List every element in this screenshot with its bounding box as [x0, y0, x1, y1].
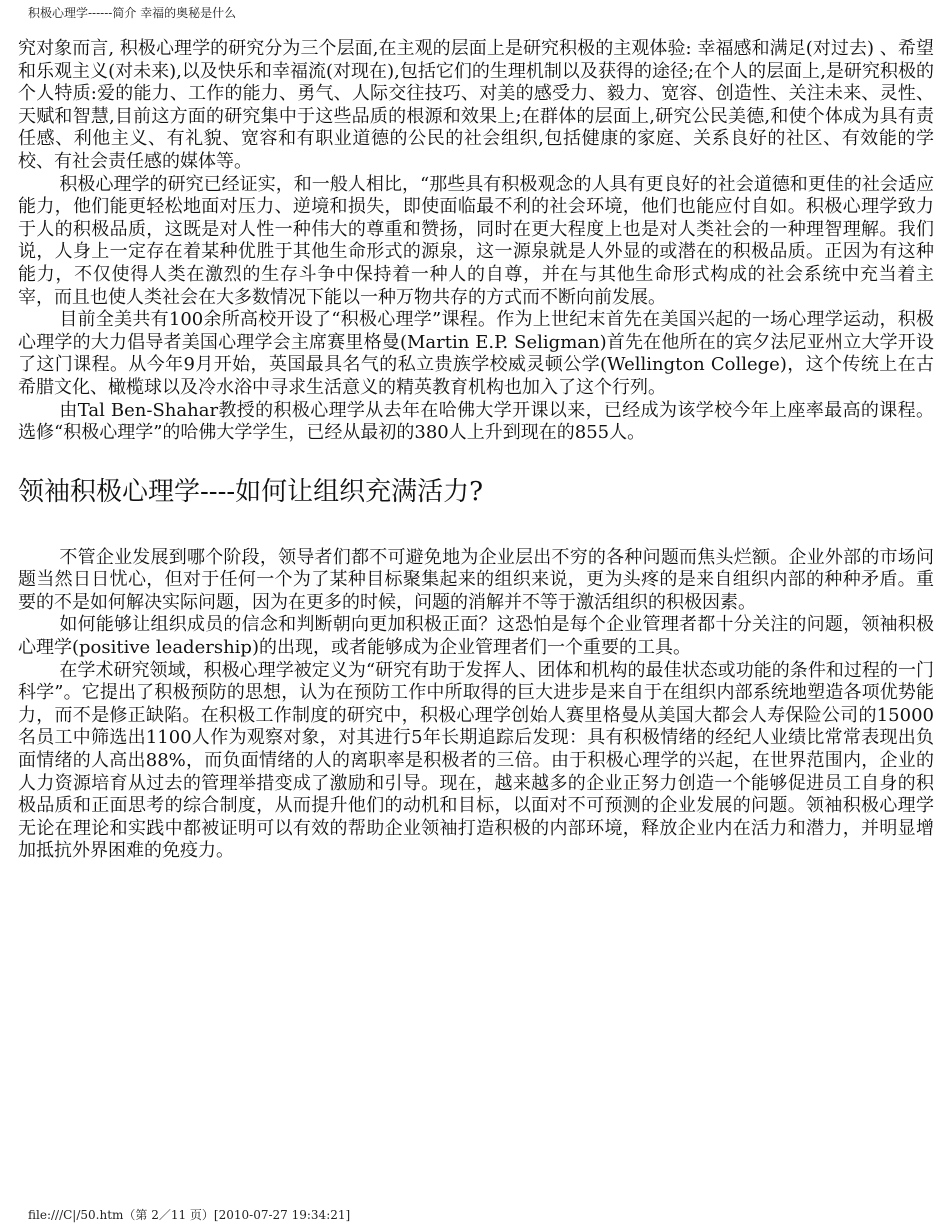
paragraph-academic-definition: 在学术研究领域，积极心理学被定义为“研究有助于发挥人、团体和机构的最佳状态或功能的条件和过程的一门科学”。它提出了积极预防的思想，认为在预防工作中所取得的巨大进步是来自于在组织内部系统地塑造各项优势能力，而不是修正缺陷。在积极工作制度的研究中，积极心理学创始人赛里格曼从美国大都会人寿保险公司的15000名员工中筛选出1100人作为观察对象，对其进行5年长期追踪后发现：具有积极情绪的经纪人业绩比常常表现出负面情绪的人高出88%，而负面情绪的人的离职率是积极者的三倍。由于积极心理学的兴起，在世界范围内，企业的人力资源培育从过去的管理举措变成了激励和引导。现在，越来越多的企业正努力创造一个能够促进员工自身的积极品质和正面思考的综合制度，从而提升他们的动机和目标，以面对不可预测的企业发展的问题。领袖积极心理学无论在理论和实践中都被证明可以有效的帮助企业领袖打造积极的内部环境，释放企业内在活力和潜力，并明显增加抵抗外界困难的免疫力。	[18, 659, 934, 862]
paragraph-research-findings: 积极心理学的研究已经证实，和一般人相比，“那些具有积极观念的人具有更良好的社会道德和更佳的社会适应能力，他们能更轻松地面对压力、逆境和损失，即使面临最不利的社会环境，他们也能应付自如。积极心理学致力于人的积极品质，这既是对人性一种伟大的尊重和赞扬，同时在更大程度上也是对人类社会的一种理智理解。我们说，人身上一定存在着某种优胜于其他生命形式的源泉，这一源泉就是人外显的或潜在的积极品质。正因为有这种能力，不仅使得人类在激烈的生存斗争中保持着一种人的自尊，并在与其他生命形式构成的社会系统中充当着主宰，而且也使人类社会在大多数情况下能以一种万物共存的方式而不断向前发展。	[18, 173, 934, 308]
page-footer: file:///C|/50.htm（第 2／11 页）[2010-07-27 19:34:21]	[28, 1208, 351, 1222]
paragraph-harvard-course: 由Tal Ben-Shahar教授的积极心理学从去年在哈佛大学开课以来，已经成为该学校今年上座率最高的课程。选修“积极心理学”的哈佛大学学生，已经从最初的380人上升到现在的855人。	[18, 399, 934, 444]
page-header: 积极心理学------简介 幸福的奥秘是什么	[28, 6, 237, 20]
paragraph-us-universities: 目前全美共有100余所高校开设了“积极心理学”课程。作为上世纪末首先在美国兴起的一场心理学运动，积极心理学的大力倡导者美国心理学会主席赛里格曼(Martin E.P. Seligman)首先在他所在的宾夕法尼亚州立大学开设了这门课程。从今年9月开始，英国最具名气的私立贵族学校威灵顿公学(Wellington College)，这个传统上在古希腊文化、橄榄球以及冷水浴中寻求生活意义的精英教育机构也加入了这个行列。	[18, 309, 934, 398]
paragraph-positive-leadership: 如何能够让组织成员的信念和判断朝向更加积极正面？这恐怕是每个企业管理者都十分关注的问题，领袖积极心理学(positive leadership)的出现，或者能够成为企业管理者们一个重要的工具。	[18, 614, 934, 659]
section-heading: 领袖积极心理学----如何让组织充满活力?	[18, 476, 484, 507]
paragraph-enterprise-problems: 不管企业发展到哪个阶段，领导者们都不可避免地为企业层出不穷的各种问题而焦头烂额。企业外部的市场问题当然日日忧心，但对于任何一个为了某种目标聚集起来的组织来说，更为头疼的是来自组织内部的种种矛盾。重要的不是如何解决实际问题，因为在更多的时候，问题的消解并不等于激活组织的积极因素。	[18, 546, 934, 613]
document-body	[18, 38, 934, 863]
paragraph-research-levels: 究对象而言, 积极心理学的研究分为三个层面,在主观的层面上是研究积极的主观体验: 幸福感和满足(对过去) 、希望和乐观主义(对未来),以及快乐和幸福流(对现在),包括它们的生理机制以及获得的途径;在个人的层面上,是研究积极的个人特质:爱的能力、工作的能力、勇气、人际交往技巧、对美的感受力、毅力、宽容、创造性、关注未来、灵性、天赋和智慧,目前这方面的研究集中于这些品质的根源和效果上;在群体的层面上,研究公民美德,和使个体成为具有责任感、利他主义、有礼貌、宽容和有职业道德的公民的社会组织,包括健康的家庭、关系良好的社区、有效能的学校、有社会责任感的媒体等。	[18, 38, 934, 172]
